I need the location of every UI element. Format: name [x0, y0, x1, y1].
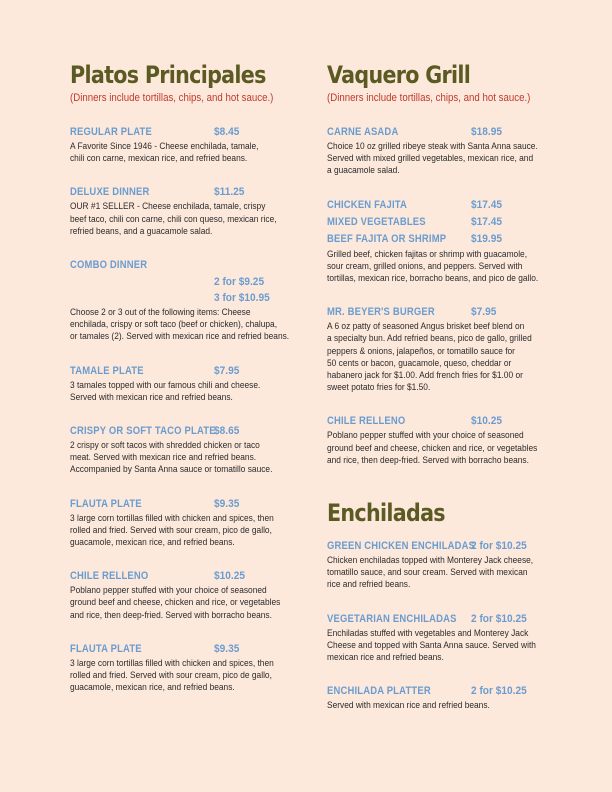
item-description: 2 crispy or soft tacos with shredded chicken or taco meat. Served with mexican rice and refried beans. Accompanied by Santa Anna sauce or tomatillo sauce.	[70, 440, 273, 475]
section-note: (Dinners include tortillas, chips, and hot sauce.)	[70, 92, 274, 104]
item-price: 2 for $9.25	[214, 276, 265, 289]
item-description: Poblano pepper stuffed with your choice of seasoned ground beef and cheese, chicken and rice, or vegetables and rice, then deep-fried. Served with borracho beans.	[70, 585, 281, 620]
menu-item	[327, 124, 567, 177]
item-description: Enchiladas stuffed with vegetables and Monterey Jack Cheese and topped with Santa Anna sauce. Served with mexican rice and refried beans.	[327, 627, 536, 663]
vaquero-grill-column	[327, 58, 567, 711]
item-description: Served with mexican rice and refried beans.	[327, 700, 490, 711]
menu-item	[70, 568, 310, 621]
menu-item	[70, 496, 310, 549]
menu-item	[70, 184, 310, 237]
menu-item	[70, 363, 310, 403]
item-name: COMBO DINNER	[70, 259, 148, 272]
item-description: 3 large corn tortillas filled with chicken and spices, then rolled and fried. Served with sour cream, pico de gallo, guacamole, mexican rice, and refried beans.	[70, 657, 274, 693]
menu-item	[70, 124, 310, 164]
item-name: CHICKEN FAJITA	[327, 198, 408, 211]
section-title: Platos Principales	[70, 61, 266, 89]
item-name: BEEF FAJITA OR SHRIMP	[327, 232, 447, 245]
item-description: A 6 oz patty of seasoned Angus brisket beef blend on a specialty bun. Add refried beans, pico de gallo, grilled peppers & onions, jalapeños, or tomatillo sauce for 50 cents or bacon, guacamole, queso, cheddar or habanero jack for $1.00. Add french fries for $1.00 or sweet potato fries for $1.50.	[327, 321, 532, 393]
menu-item	[327, 683, 567, 711]
item-name: CHILE RELLENO	[70, 570, 149, 583]
menu-item	[327, 304, 567, 393]
item-name: ENCHILADA PLATTER	[327, 685, 431, 698]
item-description: Poblano pepper stuffed with your choice of seasoned ground beef and cheese, chicken and rice, or vegetables and rice, then deep-fried. Served with borracho beans.	[327, 430, 538, 465]
item-price: 2 for $10.25	[471, 540, 527, 553]
item-price: 3 for $10.95	[214, 292, 270, 305]
item-description: 3 tamales topped with our famous chili and cheese. Served with mexican rice and refried beans.	[70, 379, 261, 402]
item-name: MIXED VEGETABLES	[327, 215, 426, 228]
section-note: (Dinners include tortillas, chips, and hot sauce.)	[327, 92, 531, 104]
menu-item	[70, 423, 310, 476]
item-name: GREEN CHICKEN ENCHILADAS	[327, 540, 476, 553]
item-description: Grilled beef, chicken fajitas or shrimp with guacamole, sour cream, grilled onions, and peppers. Served with tortillas, mexican rice, borracho beans, and pico de gallo.	[327, 248, 539, 284]
item-price: 2 for $10.25	[471, 685, 527, 698]
item-description: OUR #1 SELLER - Cheese enchilada, tamale, crispy beef taco, chili con carne, chili con queso, mexican rice, refried beans, and a guacamole salad.	[70, 201, 277, 236]
item-price: $9.35	[214, 642, 240, 655]
item-description: A Favorite Since 1946 - Cheese enchilada, tamale, chili con carne, mexican rice, and refried beans.	[70, 141, 259, 164]
item-price: $7.95	[214, 364, 240, 377]
item-price: $7.95	[471, 306, 497, 319]
item-price: $18.95	[471, 126, 502, 138]
section-title: Enchiladas	[327, 499, 445, 528]
menu-item	[327, 413, 567, 466]
menu-item	[70, 641, 310, 694]
item-price: 2 for $10.25	[471, 612, 527, 625]
item-name: FLAUTA PLATE	[70, 497, 142, 510]
item-price: $11.25	[214, 186, 245, 199]
menu-item	[70, 257, 310, 343]
item-price: $8.45	[214, 126, 240, 138]
item-name: MR. BEYER'S BURGER	[327, 306, 435, 319]
item-description: Choice 10 oz grilled ribeye steak with Santa Anna sauce. Served with mixed grilled vegetables, mexican rice, and a guacamole salad.	[327, 141, 538, 176]
item-price: $19.95	[471, 232, 502, 245]
item-name: CHILE RELLENO	[327, 415, 406, 428]
item-name: TAMALE PLATE	[70, 364, 144, 377]
item-price: $10.25	[471, 415, 502, 428]
item-price: $8.65	[214, 425, 240, 438]
menu-item	[327, 197, 567, 285]
item-price: $17.45	[471, 198, 502, 211]
item-name: REGULAR PLATE	[70, 126, 152, 138]
menu-item	[327, 611, 567, 664]
item-description: Chicken enchiladas topped with Monterey Jack cheese, tomatillo sauce, and sour cream. Served with mexican rice and refried beans.	[327, 555, 534, 590]
menu-item	[327, 538, 567, 591]
item-price: $17.45	[471, 215, 502, 228]
item-name: VEGETARIAN ENCHILADAS	[327, 612, 457, 625]
section-title: Vaquero Grill	[327, 61, 471, 89]
item-price: $9.35	[214, 497, 240, 510]
item-name: DELUXE DINNER	[70, 186, 150, 199]
platos-principales-column	[70, 58, 310, 693]
item-description: 3 large corn tortillas filled with chicken and spices, then rolled and fried. Served with sour cream, pico de gallo, guacamole, mexican rice, and refried beans.	[70, 512, 274, 548]
item-description: Choose 2 or 3 out of the following items: Cheese enchilada, crispy or soft taco (beef or chicken), chalupa, or tamales (2). Served with mexican rice and refried beans.	[70, 307, 290, 342]
item-name: CARNE ASADA	[327, 126, 399, 138]
item-name: CRISPY OR SOFT TACO PLATE	[70, 425, 216, 438]
item-name: FLAUTA PLATE	[70, 642, 142, 655]
item-price: $10.25	[214, 570, 245, 583]
